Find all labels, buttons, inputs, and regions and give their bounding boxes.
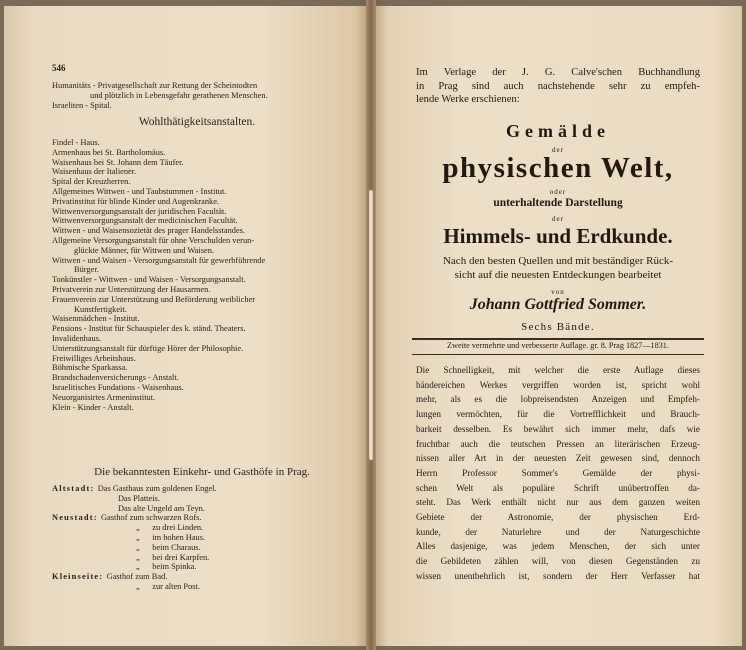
section-heading-gasthoefe: Die bekanntesten Einkehr- und Gasthöfe in Prag. (94, 466, 310, 478)
inn-name: „ beim Charaus. (136, 542, 201, 552)
intro-line: Israeliten - Spital. (52, 100, 112, 110)
intro-line: Humanitäts - Privatgesellschaft zur Rettung der Scheintodten (52, 81, 258, 90)
district-label: Neustadt: (52, 513, 101, 523)
inn-name: „ zur alten Post. (136, 581, 200, 591)
list-item: Tonkünstler - Wittwen - und Waisen - Versorgungsanstalt. (52, 275, 246, 285)
connector-der: der (552, 146, 564, 154)
body-line: steht. Das Werk enthält nicht nur aus dem ganzen weiten (416, 497, 700, 508)
list-item: Unterstützungsanstalt für dürftige Hörer der Philosophie. (52, 343, 244, 353)
intro-block (52, 81, 352, 110)
inn-row (52, 504, 352, 514)
inn-name: „ zu drei Linden. (136, 523, 204, 533)
list-item: Privatverein zur Unterstützung der Hausarmen. (52, 284, 211, 294)
body-line: fruchtbar auch die teutschen Pressen an literärischen Erzeug- (416, 438, 700, 449)
list-item: Invalidenhaus. (52, 333, 102, 343)
inn-row (52, 562, 352, 572)
list-item: Wittwenversorgungsanstalt der medicinischen Facultät. (52, 216, 238, 226)
list-item: Waisenmädchen - Institut. (52, 314, 140, 324)
title-himmels-erdkunde: Himmels- und Erdkunde. (443, 224, 673, 248)
title-physischen-welt: physischen Welt, (442, 152, 674, 184)
list-item: Freiwilliges Arbeitshaus. (52, 353, 136, 363)
list-item: Waisenhaus bei St. Johann dem Täufer. (52, 157, 184, 167)
body-line: barkeit desselben. Es bewährt sich immer mehr, dafs wie (416, 423, 700, 434)
title-gemaelde: Gemälde (506, 121, 610, 141)
divider-rule (412, 354, 704, 355)
list-item: Pensions - Institut für Schauspieler des k. ständ. Theaters. (52, 324, 246, 334)
inn-list (52, 484, 352, 592)
body-line: lungen vermöchten, für die Vortrefflichkeit und Brauch- (416, 409, 700, 420)
list-item: Armenhaus bei St. Bartholomäus. (52, 147, 166, 157)
list-item: Klein - Kinder - Anstalt. (52, 402, 134, 412)
list-item: Frauenverein zur Unterstützung und Beförderung weiblicher (52, 294, 256, 304)
list-item: Waisenhaus der Italiener. (52, 167, 137, 177)
list-item: Kunstfertigkeit. (74, 304, 127, 314)
section-heading: Wohlthätigkeitsanstalten. (138, 116, 256, 128)
volume-count: Sechs Bände. (521, 321, 595, 333)
page-number: 546 (52, 63, 66, 73)
body-line: Gebiete der Astronomie, der physischen Erd- (416, 512, 700, 523)
review-body (416, 363, 700, 584)
inn-row (52, 494, 352, 504)
subtitle: unterhaltende Darstellung (493, 197, 623, 209)
list-item: glückte Männer, für Wittwen und Waisen. (74, 245, 214, 255)
body-line: wissen unentbehrlich ist, sondern der Herr Verfasser hat (416, 570, 700, 581)
body-line: Herrn Professor Sommer's Gemälde der physi- (416, 467, 700, 478)
publisher-intro (416, 66, 700, 107)
list-item: Brandschadenversicherungs - Anstalt. (52, 373, 179, 383)
list-item: Allgemeines Wittwen - und Taubstummen - Institut. (52, 186, 227, 196)
inn-name: „ im hohen Haus. (136, 532, 206, 542)
intro-line: in Prag sind auch nachstehende sehr zu empfeh- (416, 80, 700, 92)
body-line: bändereichen Werkes vergriffen worden ist, spricht wohl (416, 379, 700, 390)
source-line: Nach den besten Quellen und mit beständiger Rück- (442, 255, 674, 267)
intro-line: Im Verlage der J. G. Calve'schen Buchhandlung (416, 67, 700, 78)
intro-line: und plötzlich in Lebensgefahr gerathenen Menschen. (90, 90, 268, 100)
list-item: Böhmische Sparkassa. (52, 363, 128, 373)
list-item: Findel - Haus. (52, 138, 100, 147)
connector-von: von (551, 288, 565, 296)
body-line: mehr, als es die lobpreisendsten Anzeigen und Empfeh- (416, 394, 700, 405)
body-line: Alles dasjenige, was jedem Menschen, der sich unter (416, 541, 700, 552)
body-line: die Gebildeten zählen will, von diesen Gegenständen zu (416, 556, 700, 567)
binding-thread (369, 190, 373, 460)
list-item: Wittwen - und Waisensozietät des prager Handelsstandes. (52, 226, 246, 236)
divider-rule (412, 338, 704, 340)
inn-name: Das Platteis. (118, 493, 160, 503)
list-item: Neuorganisirtes Armeninstitut. (52, 392, 156, 402)
inn-row (52, 553, 352, 563)
inn-row (52, 533, 352, 543)
inn-name: Gasthof zum schwarzen Rofs. (101, 513, 202, 523)
inn-row (52, 582, 352, 592)
inn-name: „ beim Spinka. (136, 562, 197, 572)
body-line: kunde, der Naturlehre und der Naturgeschichte (416, 526, 700, 537)
district-label: Altstadt: (52, 484, 98, 493)
inn-row (52, 523, 352, 533)
body-line: Die Schnelligkeit, mit welcher die erste Auflage dieses (416, 365, 700, 375)
inn-row (52, 543, 352, 553)
inn-name: Das Gasthaus zum goldenen Engel. (97, 484, 217, 493)
list-item: Privatinstitut für blinde Kinder und Augenkranke. (52, 196, 220, 206)
list-item: Allgemeine Versorgungsanstalt für ohne Verschulden verun- (52, 235, 255, 245)
source-line: sicht auf die neuesten Entdeckungen bearbeitet (454, 269, 662, 281)
source-note (416, 254, 700, 282)
list-item: Bürger. (74, 265, 99, 275)
list-item: Israelitisches Fundations - Waisenhaus. (52, 382, 184, 392)
list-item: Wittwen - und Waisen - Versorgungsanstalt für gewerbführende (52, 255, 266, 265)
inn-name: „ bei drei Karpfen. (136, 552, 210, 562)
body-line: schen Welt als populäre Schrift unübertroffen da- (416, 482, 700, 493)
connector-der: der (552, 215, 564, 223)
inn-name: Das alte Ungeld am Teyn. (118, 503, 205, 513)
institution-list (52, 138, 352, 412)
list-item: Spital der Kreuzherren. (52, 177, 131, 187)
intro-line: lende Werke erschienen: (416, 94, 520, 106)
connector-oder: oder (549, 188, 567, 196)
inn-row (52, 484, 352, 494)
edition-line: Zweite vermehrte und verbesserte Auflage. gr. 8. Prag 1827—1831. (447, 341, 669, 350)
list-item: Wittwenversorgungsanstalt der juridischen Facultät. (52, 206, 227, 216)
body-line: nissen aller Art in der neuesten Zeit gewesen sind, dennoch (416, 453, 700, 464)
inn-name: Gasthof zum Bad. (106, 572, 168, 582)
inn-row (52, 513, 352, 523)
inn-row (52, 572, 352, 582)
district-label: Kleinseite: (52, 572, 107, 582)
author-name: Johann Gottfried Sommer. (469, 296, 647, 313)
